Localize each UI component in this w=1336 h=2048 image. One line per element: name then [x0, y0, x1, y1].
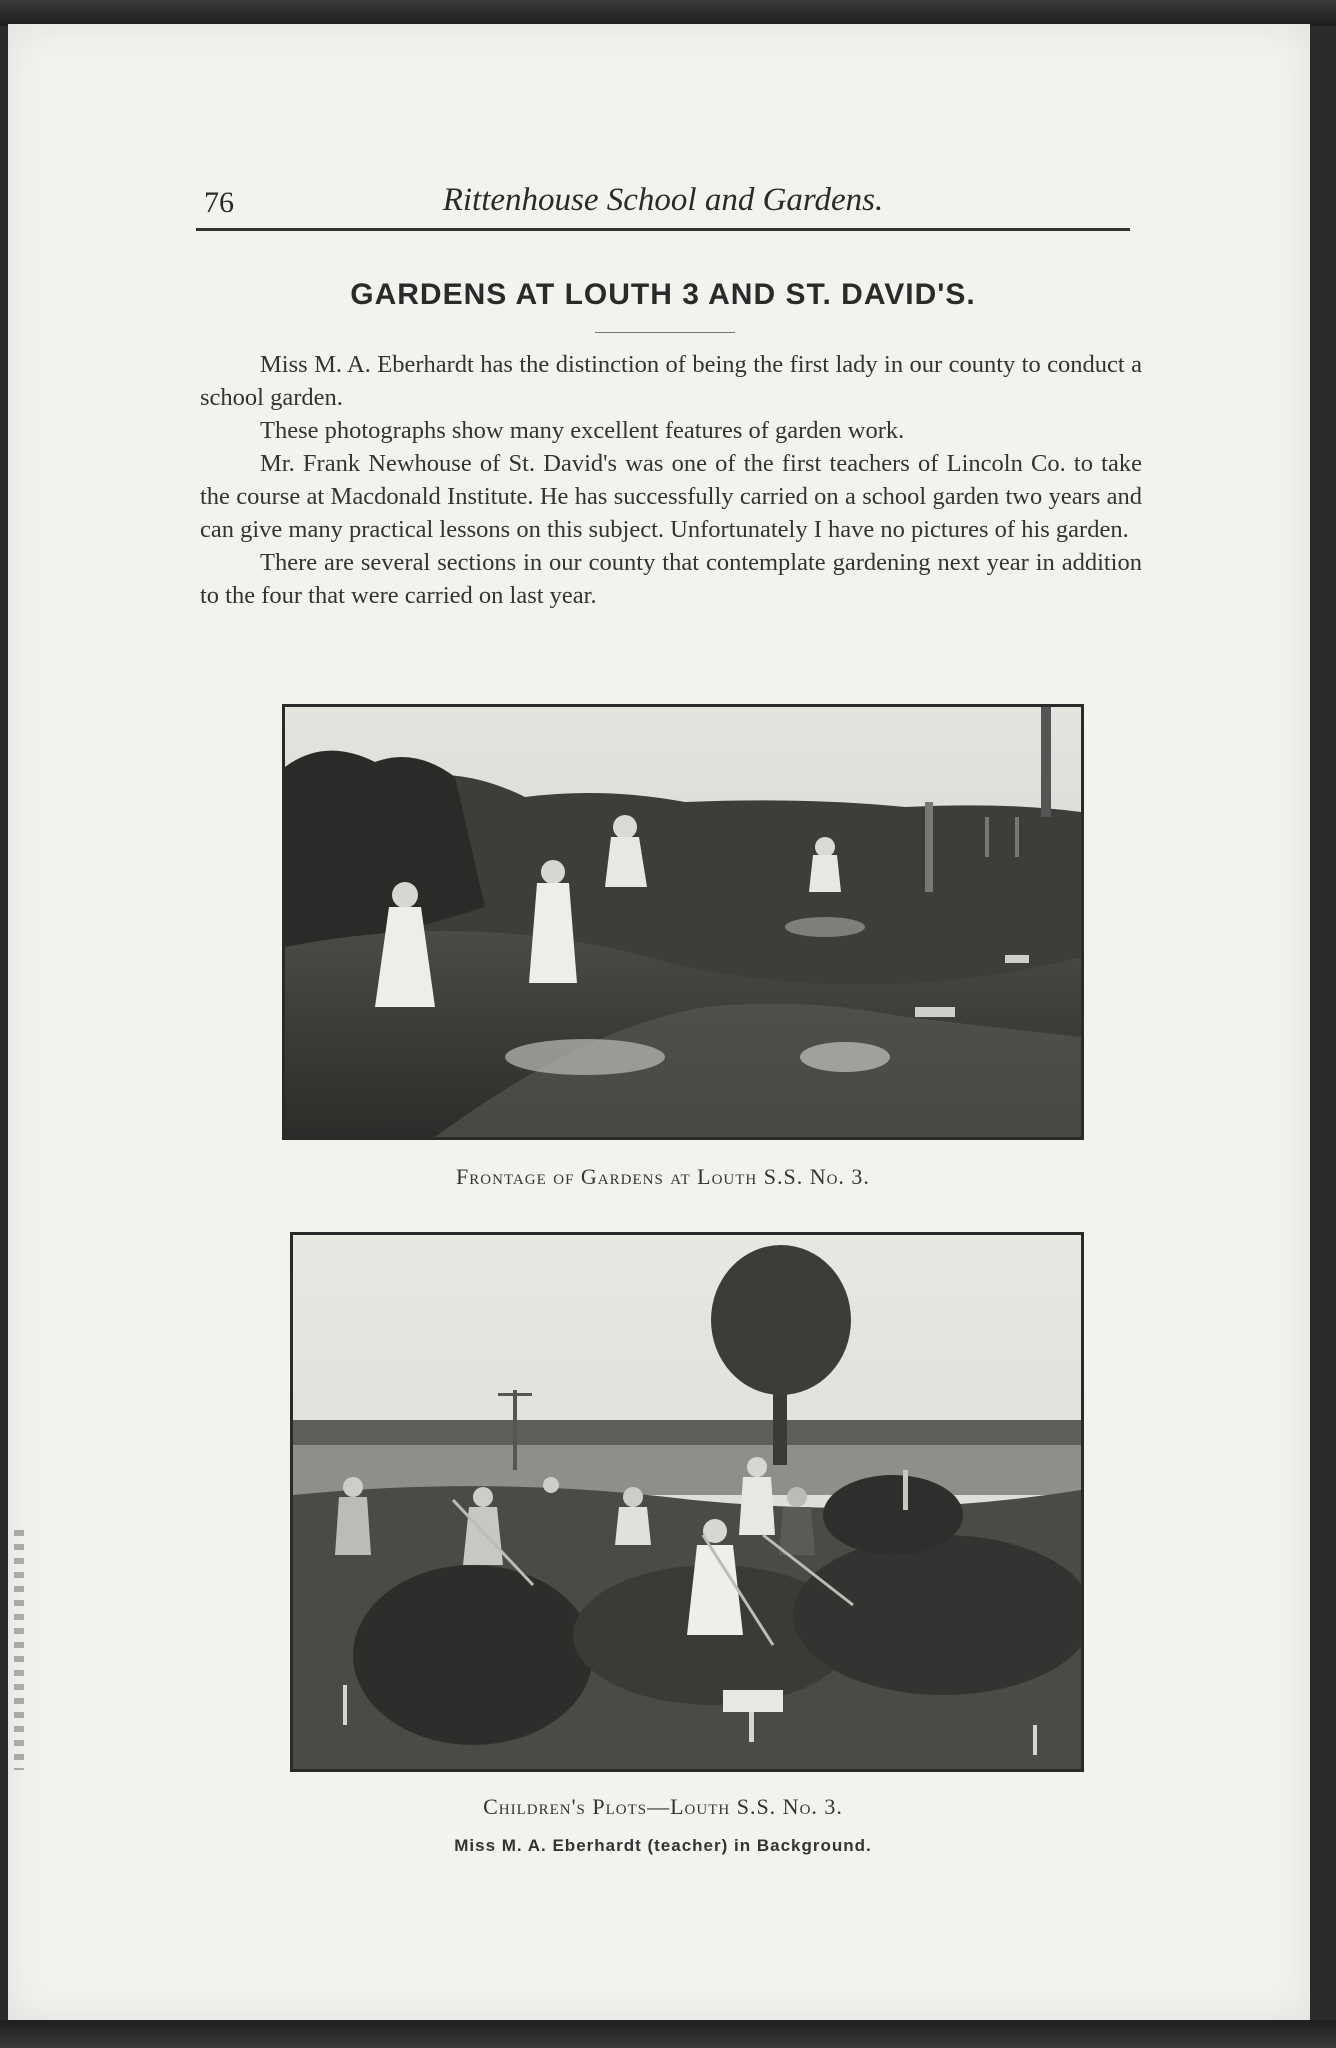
margin-handwriting [14, 1530, 24, 1770]
scan-bottom-edge [0, 2020, 1336, 2048]
garden-frontage-photo [282, 704, 1084, 1140]
figure-1-caption: Frontage of Gardens at Louth S.S. No. 3. [456, 1164, 870, 1189]
article-body [200, 348, 1142, 612]
childrens-plots-image [293, 1235, 1081, 1769]
page-number: 76 [204, 186, 234, 219]
page-header [196, 176, 1130, 231]
paragraph-3: Mr. Frank Newhouse of St. David's was one of the first teachers of Lincoln Co. to take the course at Macdonald Institute. He has successfully carried on a school garden two years and can give many practical lessons on this subject. Unfortunately I have no pictures of his garden. [200, 450, 1142, 543]
figure-2-caption: Children's Plots—Louth S.S. No. 3. [483, 1794, 843, 1819]
running-title: Rittenhouse School and Gardens. [442, 182, 884, 218]
figure-2-subcaption: Miss M. A. Eberhardt (teacher) in Background. [454, 1836, 872, 1855]
paragraph-4: There are several sections in our county that contemplate gardening next year in addition to the four that were carried on last year. [200, 549, 1142, 609]
paragraph-1: Miss M. A. Eberhardt has the distinction of being the first lady in our county to conduct a school garden. [200, 351, 1142, 411]
section-heading: GARDENS AT LOUTH 3 AND ST. DAVID'S. [350, 278, 976, 311]
garden-frontage-image [285, 707, 1081, 1137]
scan-top-edge [0, 0, 1336, 26]
childrens-plots-photo [290, 1232, 1084, 1772]
paragraph-2: These photographs show many excellent features of garden work. [260, 417, 905, 444]
heading-rule [595, 332, 735, 333]
